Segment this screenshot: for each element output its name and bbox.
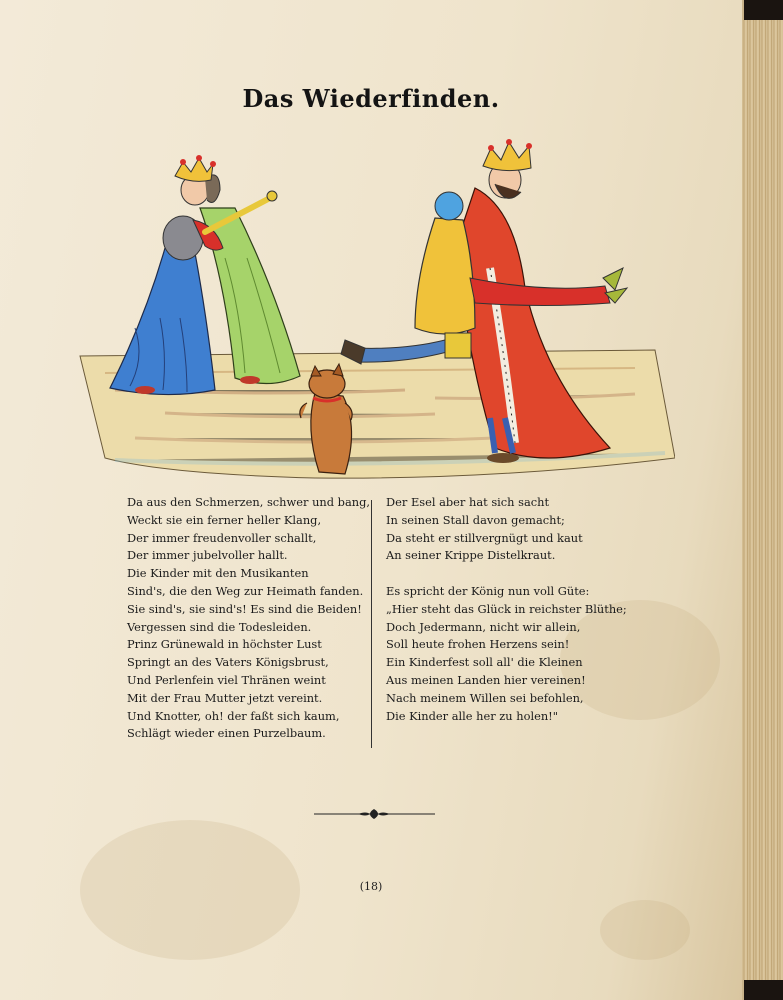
poem-right-column — [386, 494, 627, 725]
poem-line: Der immer jubelvoller hallt. — [127, 548, 288, 563]
poem-line: Sind's, die den Weg zur Heimath fanden. — [127, 583, 364, 598]
poem-line: In seinen Stall davon gemacht; — [386, 512, 565, 527]
poem-line: Vergessen sind die Todesleiden. — [127, 619, 312, 634]
page-number: (18) — [359, 880, 383, 893]
poem-line: Es spricht der König nun voll Güte: — [386, 583, 590, 598]
poem-line: Der Esel aber hat sich sacht — [386, 495, 550, 509]
poem-line: „Hier steht das Glück in reichster Blüthe; — [386, 601, 627, 616]
poem-line: Und Perlenfein viel Thränen weint — [127, 672, 326, 687]
column-divider — [371, 500, 372, 748]
royal-reunion-illustration-icon — [75, 128, 675, 488]
poem-line: Da aus den Schmerzen, schwer und bang, — [127, 495, 370, 509]
poem-line: Aus meinen Landen hier vereinen! — [386, 672, 586, 687]
poem-line: Weckt sie ein ferner heller Klang, — [127, 512, 322, 527]
poem-line: Der immer freudenvoller schallt, — [127, 530, 317, 545]
poem-stanza — [386, 494, 627, 565]
poem-line: Nach meinem Willen sei befohlen, — [386, 690, 584, 705]
poem-line: Prinz Grünewald in höchster Lust — [127, 637, 322, 652]
poem-line: Da steht er stillvergnügt und kaut — [386, 530, 583, 545]
ornament-divider-icon — [312, 808, 437, 820]
poem-line: Springt an des Vaters Königsbrust, — [127, 655, 329, 670]
poem-line: Die Kinder alle her zu holen!" — [386, 708, 558, 723]
poem-line: Sie sind's, sie sind's! Es sind die Beiden! — [127, 601, 362, 616]
poem-left-column — [127, 494, 370, 743]
paper-stain — [600, 900, 690, 960]
poem-line: Mit der Frau Mutter jetzt vereint. — [127, 690, 323, 705]
stanza-gap — [386, 565, 627, 583]
poem-line: Und Knotter, oh! der faßt sich kaum, — [127, 708, 340, 723]
queen-and-princess — [110, 155, 300, 395]
poem-line: Ein Kinderfest soll all' die Kleinen — [386, 655, 583, 670]
poem-line: An seiner Krippe Distelkraut. — [386, 548, 556, 563]
book-page-edges — [742, 20, 783, 980]
poem-line: Doch Jedermann, nicht wir allein, — [386, 619, 581, 634]
poem-line: Schlägt wieder einen Purzelbaum. — [127, 726, 326, 741]
poem-line: Soll heute frohen Herzens sein! — [386, 637, 570, 652]
poem-stanza — [386, 583, 627, 725]
poem-line: Die Kinder mit den Musikanten — [127, 566, 309, 581]
page-title: Das Wiederfinden. — [242, 84, 500, 113]
